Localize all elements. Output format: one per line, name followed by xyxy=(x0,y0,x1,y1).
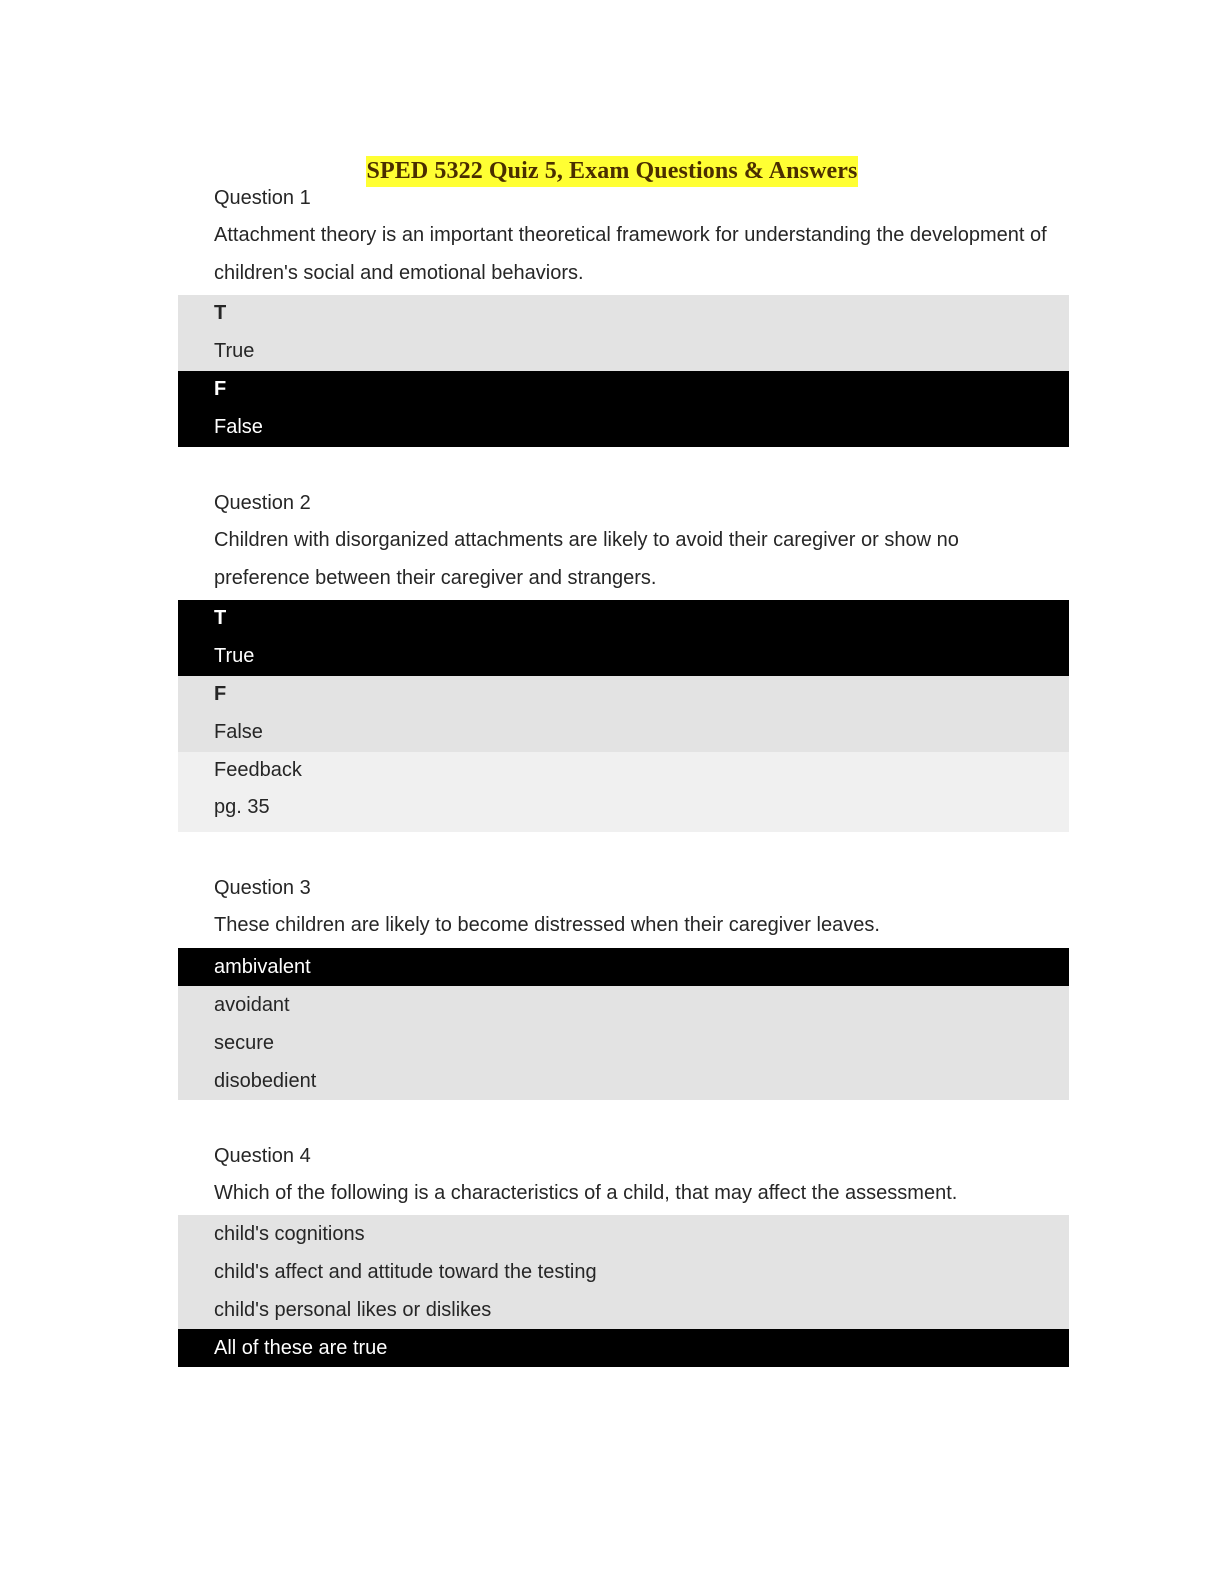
option-text: False xyxy=(214,416,263,438)
question-text: Attachment theory is an important theoretical framework for understanding the development of children's social and emotional behaviors. xyxy=(214,224,1047,284)
question-number: Question 3 xyxy=(214,877,311,899)
answer-option-false-selected[interactable] xyxy=(178,371,1069,447)
answer-option-selected[interactable]: All of these are true xyxy=(178,1329,1069,1367)
option-letter: T xyxy=(214,607,227,629)
answer-option[interactable]: secure xyxy=(178,1024,1069,1062)
question-2 xyxy=(178,485,1069,832)
question-number: Question 2 xyxy=(214,492,311,514)
option-letter: F xyxy=(214,683,227,705)
question-1 xyxy=(178,180,1069,447)
question-4 xyxy=(178,1138,1069,1368)
answer-options xyxy=(178,1215,1069,1367)
answer-option[interactable]: disobedient xyxy=(178,1062,1069,1100)
answer-option[interactable]: avoidant xyxy=(178,986,1069,1024)
answer-option[interactable]: child's cognitions xyxy=(178,1215,1069,1253)
option-letter: F xyxy=(214,378,227,400)
answer-option[interactable]: child's personal likes or dislikes xyxy=(178,1291,1069,1329)
option-text: False xyxy=(214,721,263,743)
answer-options xyxy=(178,600,1069,752)
option-text: True xyxy=(214,340,255,362)
option-text: True xyxy=(214,645,255,667)
answer-options xyxy=(178,948,1069,1100)
feedback-text: pg. 35 xyxy=(214,796,270,818)
question-number: Question 4 xyxy=(214,1144,311,1167)
feedback-label: Feedback xyxy=(214,759,302,781)
answer-option-true[interactable] xyxy=(178,295,1069,371)
answer-option-false[interactable] xyxy=(178,676,1069,752)
question-text: Children with disorganized attachments are likely to avoid their caregiver or show no preference between their caregiver and strangers. xyxy=(214,529,959,589)
question-text: Which of the following is a characteristics of a child, that may affect the assessment. xyxy=(214,1181,958,1204)
quiz-content xyxy=(178,180,1069,1405)
feedback-box xyxy=(178,752,1069,832)
document-title: SPED 5322 Quiz 5, Exam Questions & Answers xyxy=(366,156,859,187)
answer-option-true-selected[interactable] xyxy=(178,600,1069,676)
question-text: These children are likely to become distressed when their caregiver leaves. xyxy=(214,914,880,936)
answer-option[interactable]: child's affect and attitude toward the testing xyxy=(178,1253,1069,1291)
question-3 xyxy=(178,870,1069,1100)
answer-options xyxy=(178,295,1069,447)
question-number: Question 1 xyxy=(214,187,311,209)
option-letter: T xyxy=(214,302,227,324)
answer-option-selected[interactable]: ambivalent xyxy=(178,948,1069,986)
